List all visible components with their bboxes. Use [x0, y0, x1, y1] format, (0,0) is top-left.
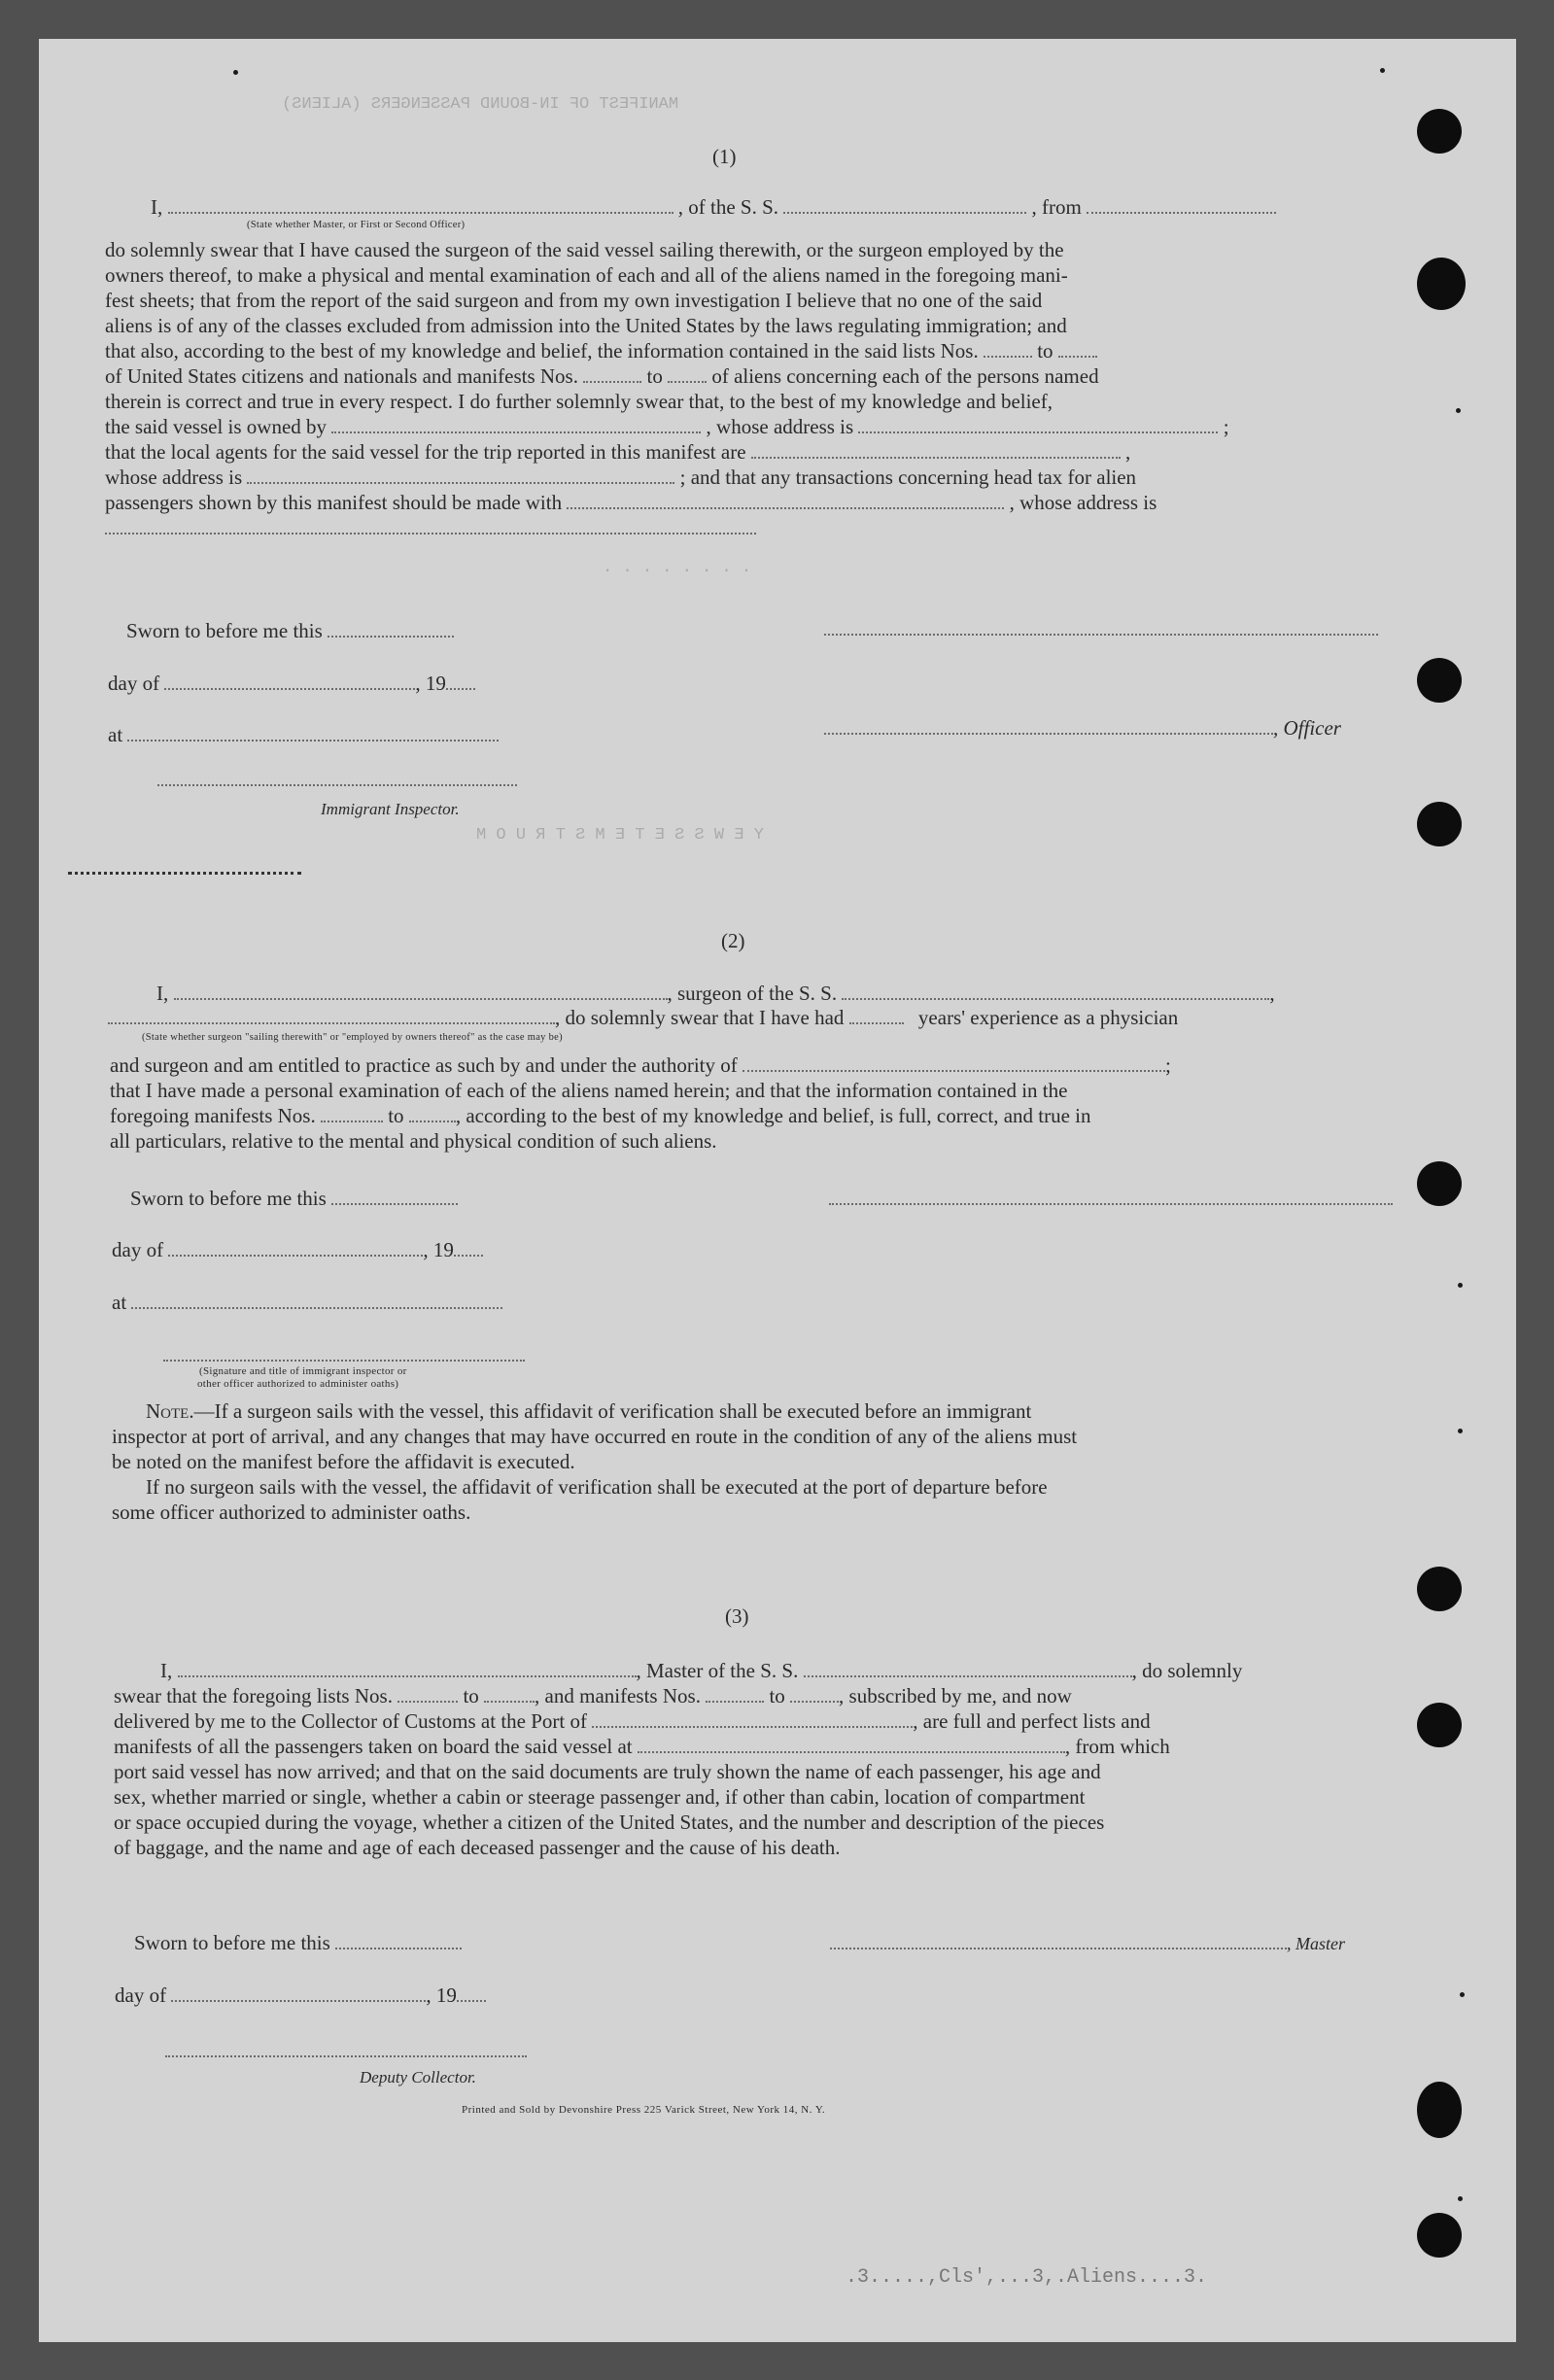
punch-hole [1417, 1567, 1462, 1611]
lists-from-blank[interactable] [984, 338, 1032, 358]
inspector-sig-line-2[interactable] [163, 1360, 525, 1362]
note-label: Note. [146, 1399, 194, 1423]
officer-signature-blank[interactable] [824, 715, 1273, 735]
body-line: that also, according to the best of my knowledge and belief, the information contained in the said lists Nos. to [105, 338, 1390, 363]
manifests-from-blank[interactable] [583, 363, 641, 383]
sig-hint-1: (Signature and title of immigrant inspector or [199, 1365, 407, 1377]
label-i: I, [151, 195, 163, 219]
port-blank[interactable] [592, 1708, 913, 1728]
separator-dots [68, 872, 301, 875]
bleed-through: MANIFEST OF IN-BOUND PASSENGERS (ALIENS) [282, 95, 679, 114]
from-port-blank[interactable] [1087, 194, 1276, 214]
speck [1460, 1992, 1465, 1997]
ship-name-blank[interactable] [783, 194, 1026, 214]
manifests-from-blank-2[interactable] [321, 1103, 383, 1122]
surgeon-sig-line[interactable] [829, 1203, 1393, 1205]
section-2-body [110, 1052, 1395, 1154]
year-blank-2[interactable] [454, 1237, 483, 1257]
speck [1458, 1429, 1463, 1433]
body-line: do solemnly swear that I have caused the surgeon of the said vessel sailing therewith, or the surgeon employed by the [105, 238, 1064, 261]
authority-blank[interactable] [742, 1052, 1165, 1072]
lists-from-blank-3[interactable] [397, 1683, 458, 1703]
body-line: that the local agents for the said vessel for the trip reported in this manifest are , [105, 440, 1131, 464]
sworn-line-1: Sworn to before me this [126, 618, 454, 643]
day-of-line-3: day of , 19 [115, 1983, 486, 2008]
body-line: foregoing manifests Nos. to , according to the best of my knowledge and belief, is full, correct, and true in [110, 1104, 1091, 1127]
body-line: fest sheets; that from the report of the said surgeon and from my own investigation I believe that no one of the said [105, 289, 1043, 312]
body-line: the said vessel is owned by , whose address is ; [105, 415, 1229, 438]
punch-hole [1417, 1161, 1462, 1206]
speck [1458, 1283, 1463, 1288]
collector-sig-line[interactable] [165, 2055, 527, 2057]
body-line: swear that the foregoing lists Nos. to , and manifests Nos. to , subscribed by me, and now [114, 1684, 1072, 1707]
punch-hole [1417, 109, 1462, 154]
bottom-stamp: .3.....,Cls',...3,.Aliens....3. [846, 2266, 1208, 2289]
master-name-blank-3[interactable] [178, 1658, 637, 1677]
section-2-number: (2) [721, 929, 745, 952]
body-line: and surgeon and am entitled to practice as such by and under the authority of ; [110, 1053, 1171, 1077]
bleed-through: Y E W S S E T E M S T R U O M [476, 826, 764, 845]
years-blank[interactable] [849, 1005, 904, 1024]
officer-sig-line: , Officer [824, 715, 1341, 741]
officer-hint: (State whether Master, or First or Second Officer) [247, 220, 466, 230]
lists-to-blank[interactable] [1058, 338, 1097, 358]
speck [233, 70, 238, 75]
manifests-to-blank-2[interactable] [409, 1103, 456, 1122]
head-tax-party-blank[interactable] [567, 490, 1004, 509]
day-of-line-1: day of , 19 [108, 671, 475, 696]
immigrant-inspector-label: Immigrant Inspector. [321, 800, 460, 818]
sworn-date-blank-3[interactable] [335, 1930, 462, 1949]
master-sig-line: , Master [830, 1930, 1345, 1956]
sworn-date-blank-2[interactable] [331, 1186, 458, 1205]
printer-footer: Printed and Sold by Devonshire Press 225 Varick Street, New York 14, N. Y. [462, 2104, 826, 2116]
punch-hole [1417, 1703, 1462, 1747]
body-line: port said vessel has now arrived; and that on the said documents are truly shown the name of each passenger, his age and [114, 1760, 1101, 1783]
document-page [39, 39, 1516, 2342]
ship-name-blank-3[interactable] [804, 1658, 1132, 1677]
body-line: all particulars, relative to the mental and physical condition of such aliens. [110, 1129, 717, 1153]
punch-hole [1417, 258, 1466, 310]
body-line: of United States citizens and nationals and manifests Nos. to of aliens concerning each of the persons named [105, 364, 1099, 388]
body-line: passengers shown by this manifest should be made with , whose address is [105, 491, 1157, 514]
label-from: , from [1031, 195, 1082, 219]
day-of-blank[interactable] [164, 671, 415, 690]
surgeon-ship-blank[interactable] [842, 981, 1269, 1000]
day-of-blank-2[interactable] [168, 1237, 423, 1257]
body-line: whose address is ; and that any transactions concerning head tax for alien [105, 466, 1137, 489]
label-of-ss: , of the S. S. [677, 195, 779, 219]
punch-hole [1417, 802, 1462, 846]
agents-address-blank[interactable] [247, 465, 674, 484]
note-block [112, 1398, 1395, 1525]
note-line: some officer authorized to administer oaths. [112, 1500, 471, 1524]
body-line: that I have made a personal examination of each of the aliens named herein; and that the information contained in the [110, 1079, 1068, 1102]
speck [1380, 68, 1385, 73]
punch-hole [1417, 2082, 1462, 2138]
body-line: of baggage, and the name and age of each deceased passenger and the cause of his death. [114, 1836, 841, 1859]
day-of-line-2: day of , 19 [112, 1237, 483, 1262]
day-of-blank-3[interactable] [171, 1983, 426, 2002]
body-line: I, , Master of the S. S. , do solemnly [160, 1659, 1243, 1682]
surgeon-status-blank[interactable] [108, 1005, 555, 1024]
boarding-port-blank[interactable] [638, 1734, 1065, 1753]
body-line: manifests of all the passengers taken on board the said vessel at , from which [114, 1735, 1170, 1758]
body-line: therein is correct and true in every respect. I do further solemnly swear that, to the best of my knowledge and belief, [105, 390, 1053, 413]
manifests-to-blank-3[interactable] [790, 1683, 839, 1703]
manifests-to-blank[interactable] [668, 363, 707, 383]
master-name-blank[interactable] [168, 194, 673, 214]
speck [1456, 408, 1461, 413]
deputy-collector-label: Deputy Collector. [360, 2068, 476, 2087]
punch-hole [1417, 658, 1462, 703]
surgeon-hint: (State whether surgeon "sailing therewith" or "employed by owners thereof" as the case may be) [142, 1032, 563, 1043]
year-blank-3[interactable] [457, 1983, 486, 2002]
body-line: aliens is of any of the classes excluded from admission into the United States by the laws regulating immigration; and [105, 314, 1067, 337]
local-agents-blank[interactable] [751, 439, 1121, 459]
sworn-line-2: Sworn to before me this [130, 1186, 458, 1211]
officer-sig-line-top[interactable] [824, 634, 1378, 636]
owner-blank[interactable] [331, 414, 701, 433]
lists-to-blank-3[interactable] [484, 1683, 535, 1703]
head-tax-address-blank[interactable] [105, 515, 756, 535]
speck [1458, 2196, 1463, 2201]
at-blank-2[interactable] [131, 1290, 502, 1309]
surgeon-name-blank[interactable] [174, 981, 668, 1000]
manifests-from-blank-3[interactable] [706, 1683, 764, 1703]
at-line-1: at [108, 722, 499, 747]
section-3-body [114, 1658, 1399, 1860]
body-line: owners thereof, to make a physical and mental examination of each and all of the aliens named in the foregoing mani- [105, 263, 1068, 287]
sworn-line-3: Sworn to before me this [134, 1930, 462, 1955]
inspector-sig-line[interactable] [157, 784, 517, 786]
master-signature-blank[interactable] [830, 1930, 1287, 1949]
section-1-body [105, 237, 1390, 540]
body-line: sex, whether married or single, whether a cabin or steerage passenger and, if other than cabin, location of compartment [114, 1785, 1086, 1809]
surgeon-line-1: I, , surgeon of the S. S. , [156, 982, 1275, 1005]
at-blank[interactable] [127, 722, 499, 742]
punch-hole [1417, 2213, 1462, 2258]
sworn-date-blank[interactable] [328, 618, 454, 638]
note-line: If no surgeon sails with the vessel, the affidavit of verification shall be executed at the port of departure before [146, 1475, 1048, 1499]
sig-hint-2: other officer authorized to administer oaths) [197, 1378, 399, 1390]
note-line: Note.—If a surgeon sails with the vessel, this affidavit of verification shall be executed before an immigrant [146, 1399, 1032, 1423]
body-line: or space occupied during the voyage, whether a citizen of the United States, and the number and description of the pieces [114, 1811, 1105, 1834]
surgeon-line-2: , do solemnly swear that I have had years' experience as a physician [108, 1005, 1178, 1030]
body-line [105, 515, 1390, 540]
year-blank[interactable] [446, 671, 475, 690]
section-1-number: (1) [712, 145, 737, 168]
note-line: be noted on the manifest before the affidavit is executed. [112, 1450, 575, 1473]
oath-line-1 [151, 194, 1276, 220]
owner-address-blank[interactable] [858, 414, 1218, 433]
body-line: delivered by me to the Collector of Customs at the Port of , are full and perfect lists and [114, 1709, 1151, 1733]
section-3-number: (3) [725, 1604, 749, 1628]
bleed-through: . . . . . . . . [603, 559, 752, 577]
note-line: inspector at port of arrival, and any changes that may have occurred en route in the condition of any of the aliens must [112, 1425, 1078, 1448]
at-line-2: at [112, 1290, 502, 1315]
